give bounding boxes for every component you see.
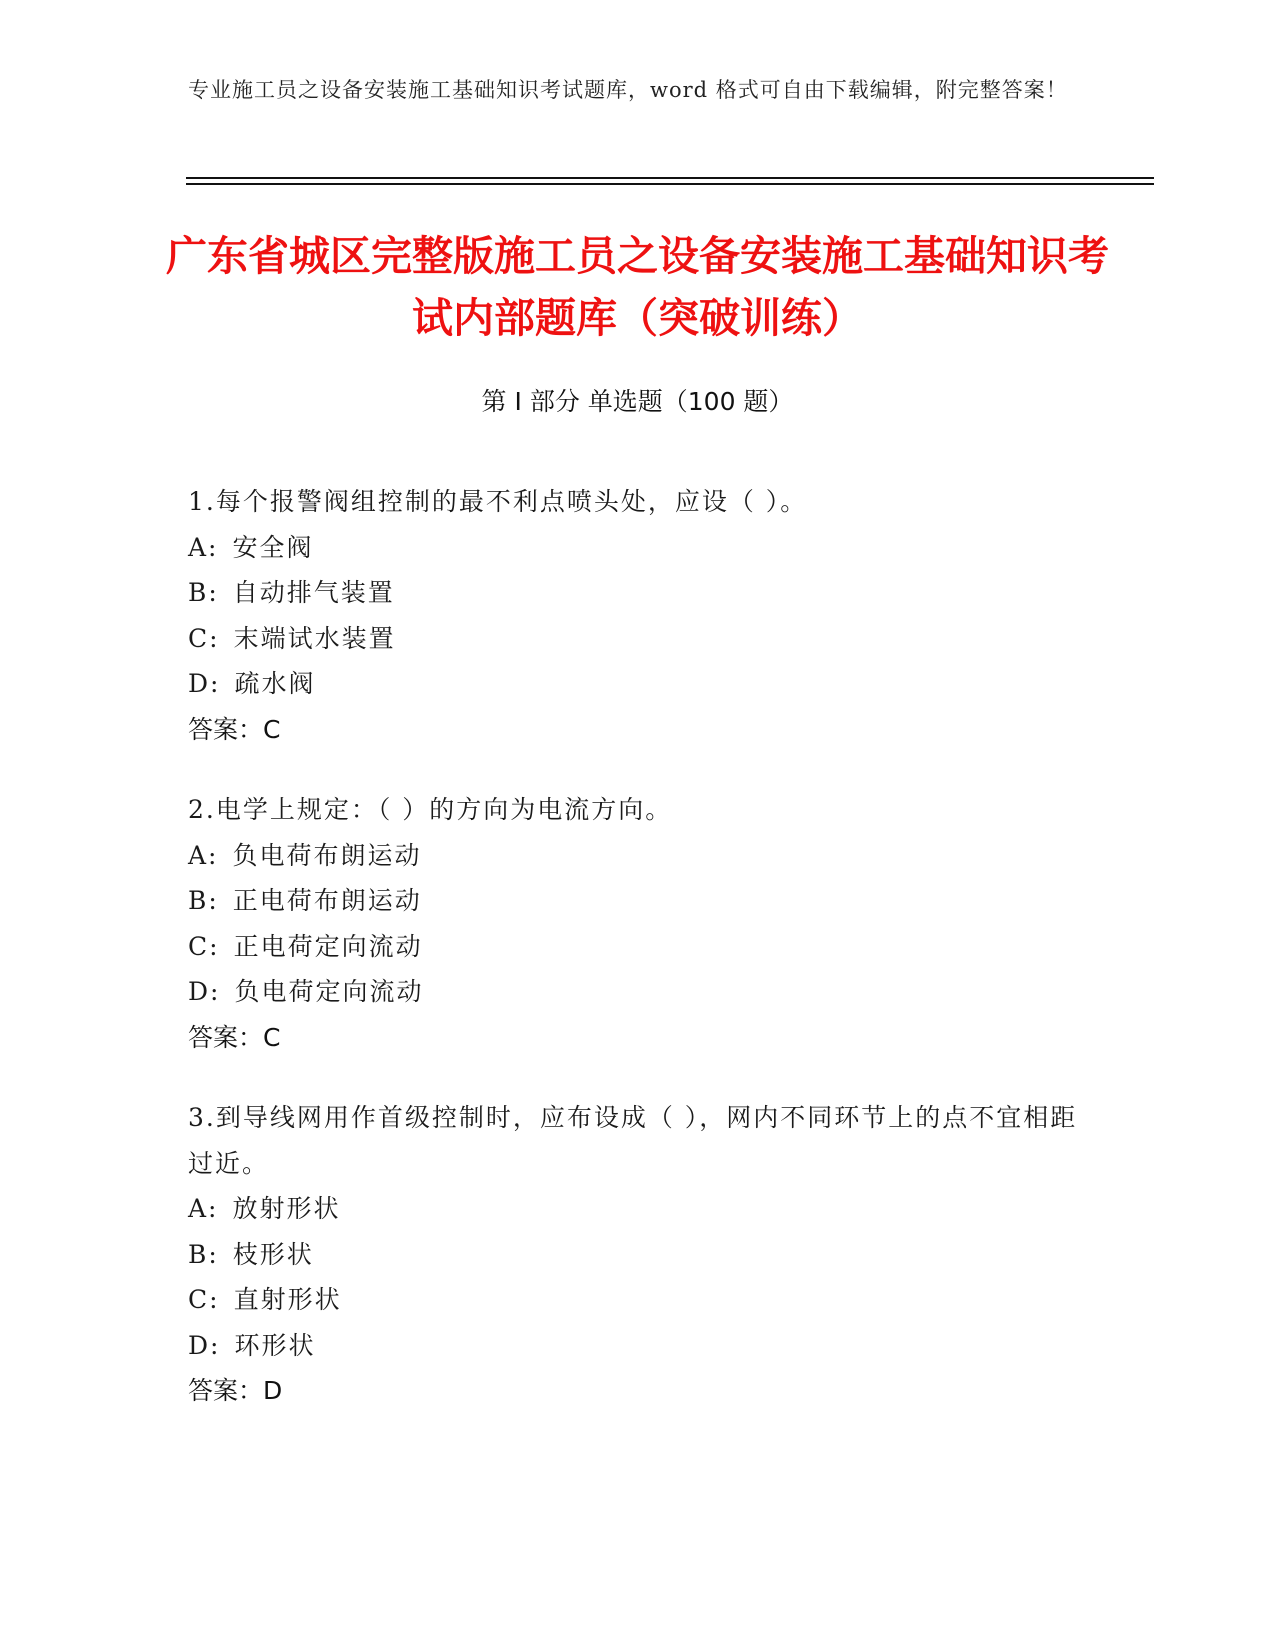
option-text: 负电荷布朗运动: [232, 840, 422, 870]
option-c: [188, 1277, 1088, 1323]
option-text: 疏水阀: [234, 669, 316, 698]
option-text: 环形状: [234, 1330, 316, 1360]
question-stem: 3.到导线网用作首级控制时，应布设成（ ），网内不同环节上的点不宜相距过近。: [188, 1103, 1078, 1178]
option-letter: D:: [188, 977, 221, 1006]
option-letter: C:: [188, 931, 220, 961]
option-text: 自动排气装置: [232, 578, 395, 607]
question-list: [188, 479, 1088, 1449]
header-rule-top: [186, 177, 1154, 179]
option-a: [188, 1186, 1088, 1232]
option-a: [188, 833, 1088, 879]
option-letter: C:: [188, 623, 220, 653]
question-stem: 2.电学上规定：（ ）的方向为电流方向。: [188, 795, 673, 824]
option-letter: D:: [188, 669, 221, 698]
question-2: [188, 787, 1088, 1060]
option-letter: B:: [188, 886, 219, 915]
answer-line: 答案：C: [188, 1022, 281, 1052]
option-letter: A:: [188, 532, 219, 562]
option-b: [188, 1232, 1088, 1278]
option-a: [188, 525, 1088, 571]
option-text: 枝形状: [232, 1239, 314, 1269]
question-stem: 1.每个报警阀组控制的最不利点喷头处，应设（ ）。: [188, 487, 808, 516]
option-letter: A:: [188, 1194, 219, 1223]
document-title: 广东省城区完整版施工员之设备安装施工基础知识考试内部题库（突破训练）: [166, 232, 1109, 342]
option-d: [188, 661, 1088, 707]
section-title: 第 I 部分 单选题（100 题）: [481, 387, 794, 416]
option-d: [188, 969, 1088, 1015]
option-letter: A:: [188, 840, 219, 870]
option-text: 正电荷定向流动: [233, 931, 423, 961]
option-b: [188, 878, 1088, 924]
option-text: 直射形状: [233, 1285, 342, 1314]
answer-line: 答案：C: [188, 714, 281, 744]
question-3: [188, 1095, 1088, 1414]
option-letter: B:: [188, 1239, 219, 1269]
option-d: [188, 1323, 1088, 1369]
answer-line: 答案：D: [188, 1376, 283, 1405]
option-letter: C:: [188, 1285, 220, 1314]
option-c: [188, 616, 1088, 662]
option-text: 放射形状: [232, 1194, 341, 1223]
header-rule-bottom: [186, 183, 1154, 185]
option-text: 末端试水装置: [233, 623, 396, 653]
header-note: 专业施工员之设备安装施工基础知识考试题库，word 格式可自由下载编辑，附完整答案！: [188, 78, 1068, 102]
question-1: [188, 479, 1088, 752]
option-text: 安全阀: [232, 532, 314, 562]
option-letter: B:: [188, 578, 219, 607]
option-c: [188, 924, 1088, 970]
option-text: 负电荷定向流动: [234, 977, 424, 1006]
option-text: 正电荷布朗运动: [232, 886, 422, 915]
option-b: [188, 570, 1088, 616]
option-letter: D:: [188, 1330, 221, 1360]
